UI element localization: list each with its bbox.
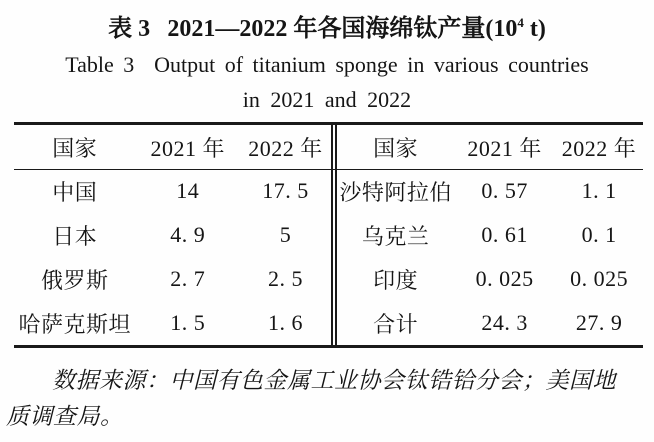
table-row [14, 257, 331, 301]
data-source-note [6, 363, 648, 435]
column-header-2021: 2021 年 [150, 135, 225, 161]
cell-2021: 0. 61 [481, 222, 528, 247]
table-caption-cn-text: 2021—2022 年各国海绵钛产量(10 [167, 16, 518, 42]
cell-2021: 14 [176, 178, 200, 203]
column-header-2022: 2022 年 [248, 135, 323, 161]
table-row total-row [337, 301, 643, 345]
table-row [337, 213, 643, 257]
table-caption-en-line2: in 2021 and 2022 [242, 87, 412, 112]
table-row [337, 257, 643, 301]
column-header-2022: 2022 年 [561, 135, 637, 161]
cell-2022: 5 [279, 222, 292, 247]
unit-exponent: 4 [517, 15, 524, 30]
cell-2022: 1. 1 [581, 178, 617, 203]
cell-2021: 2. 7 [170, 266, 206, 291]
cell-2021: 24. 3 [481, 310, 528, 335]
cell-2021: 1. 5 [170, 310, 206, 335]
cell-2021: 0. 57 [481, 178, 528, 203]
data-source-note-line2: 质调查局。 [6, 404, 124, 429]
cell-2022: 0. 025 [570, 266, 629, 291]
table-row [14, 213, 331, 257]
cell-country: 印度 [373, 267, 419, 293]
cell-country: 乌克兰 [361, 223, 430, 249]
cell-2022: 27. 9 [575, 310, 623, 335]
table-header-row [14, 125, 331, 169]
column-header-country: 国家 [373, 135, 419, 161]
table-row [337, 169, 643, 213]
cell-country: 俄罗斯 [40, 267, 109, 293]
cell-2022: 17. 5 [262, 178, 309, 203]
table-row [14, 301, 331, 345]
table-caption-en-line1 [0, 52, 654, 78]
table-left-half [14, 125, 331, 345]
cell-2022: 1. 6 [268, 310, 303, 335]
table-row [14, 169, 331, 213]
table-number-en: Table 3 [65, 52, 135, 77]
cell-2022: 0. 1 [581, 222, 617, 247]
cell-2021: 0. 025 [475, 266, 534, 291]
cell-country: 哈萨克斯坦 [18, 311, 131, 337]
data-table [14, 122, 643, 348]
table-caption-cn [0, 8, 654, 43]
cell-2021: 4. 9 [170, 222, 206, 247]
table-header-row [337, 125, 643, 169]
column-header-2021: 2021 年 [467, 135, 542, 161]
cell-2022: 2. 5 [268, 266, 303, 291]
cell-country: 日本 [52, 223, 98, 249]
cell-country: 沙特阿拉伯 [339, 179, 452, 205]
header-rule [14, 169, 643, 170]
table-caption-cn-unit: t) [523, 16, 546, 42]
cell-country-total: 合计 [373, 311, 419, 337]
table-number-cn: 表 3 [108, 16, 151, 42]
table-right-half [337, 125, 643, 345]
data-source-note-line1: 数据来源：中国有色金属工业协会钛锆铪分会；美国地 [52, 368, 616, 393]
column-header-country: 国家 [52, 135, 98, 161]
table-caption-en-text: Output of titanium sponge in various countries [154, 52, 589, 77]
cell-country: 中国 [52, 179, 98, 205]
